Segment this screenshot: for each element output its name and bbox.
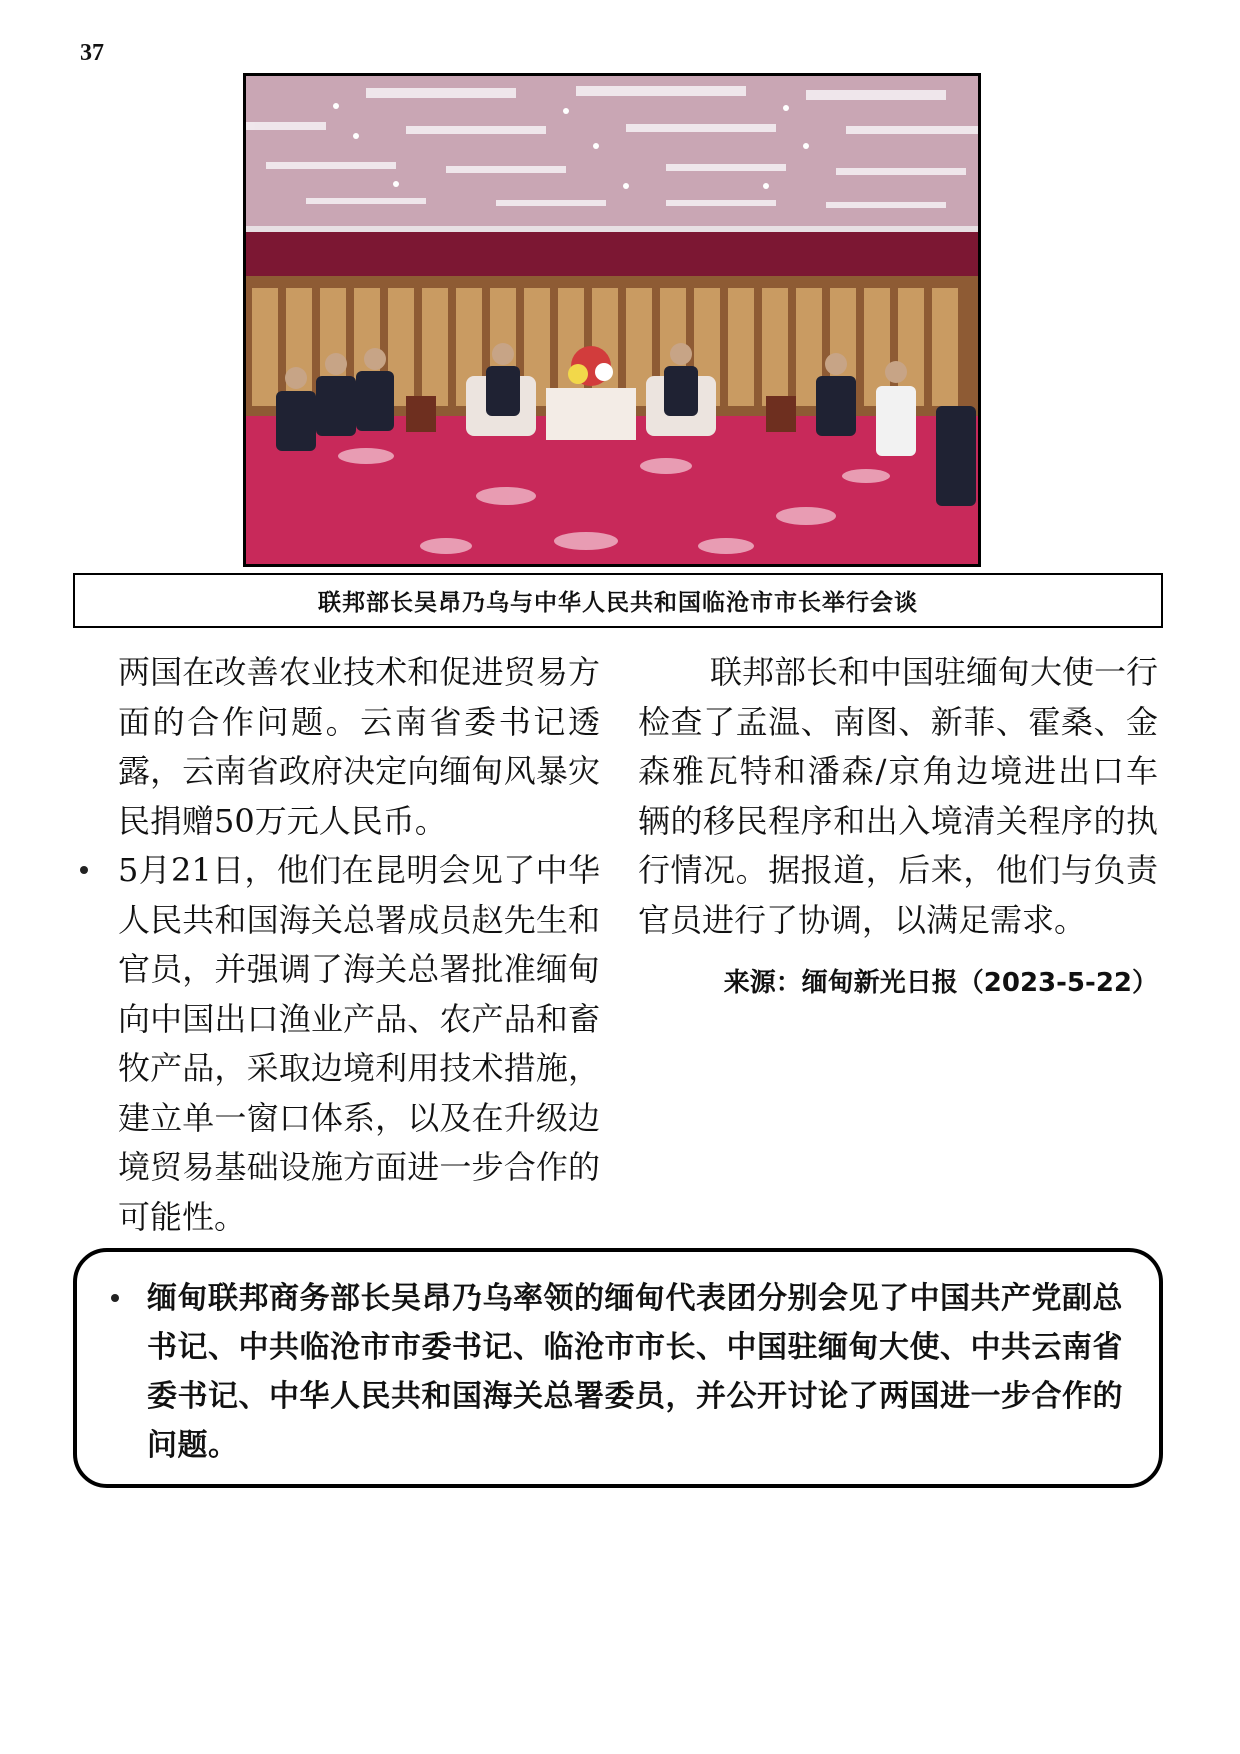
bullet-dot-icon — [111, 1294, 119, 1302]
bullet-dot-icon — [80, 866, 88, 874]
bullet-text: 5月21日，他们在昆明会见了中华人民共和国海关总署成员赵先生和官员，并强调了海关总署批准缅甸向中国出口渔业产品、农产品和畜牧产品，采取边境利用技术措施，建立单一窗口体系，以及在升级边境贸易基础设施方面进一步合作的可能性。 — [118, 851, 600, 1236]
summary-text: 缅甸联邦商务部长吴昂乃乌率领的缅甸代表团分别会见了中国共产党副总书记、中共临沧市市委书记、临沧市市长、中国驻缅甸大使、中共云南省委书记、中华人民共和国海关总署委员，并公开讨论了两国进一步合作的问题。 — [147, 1281, 1123, 1463]
page-number: 37 — [80, 40, 104, 66]
summary-box — [73, 1248, 1163, 1488]
source-citation: 来源：缅甸新光日报（2023-5-22） — [723, 968, 1158, 998]
right-paragraph: 联邦部长和中国驻缅甸大使一行检查了孟温、南图、新菲、霍桑、金森雅瓦特和潘森/京角边境进出口车辆的移民程序和出入境清关程序的执行情况。据报道，后来，他们与负责官员进行了协调，以满足需求。 — [638, 653, 1159, 939]
summary-list-item — [103, 1274, 1133, 1470]
list-item — [80, 846, 600, 1242]
left-continuation-paragraph: 两国在改善农业技术和促进贸易方面的合作问题。云南省委书记透露，云南省政府决定向缅甸风暴灾民捐赠50万元人民币。 — [118, 653, 600, 840]
left-column — [80, 648, 600, 1242]
photo-caption: 联邦部长吴昂乃乌与中华人民共和国临沧市市长举行会谈 — [73, 573, 1163, 628]
right-column — [638, 648, 1158, 1009]
meeting-photo — [243, 73, 981, 567]
